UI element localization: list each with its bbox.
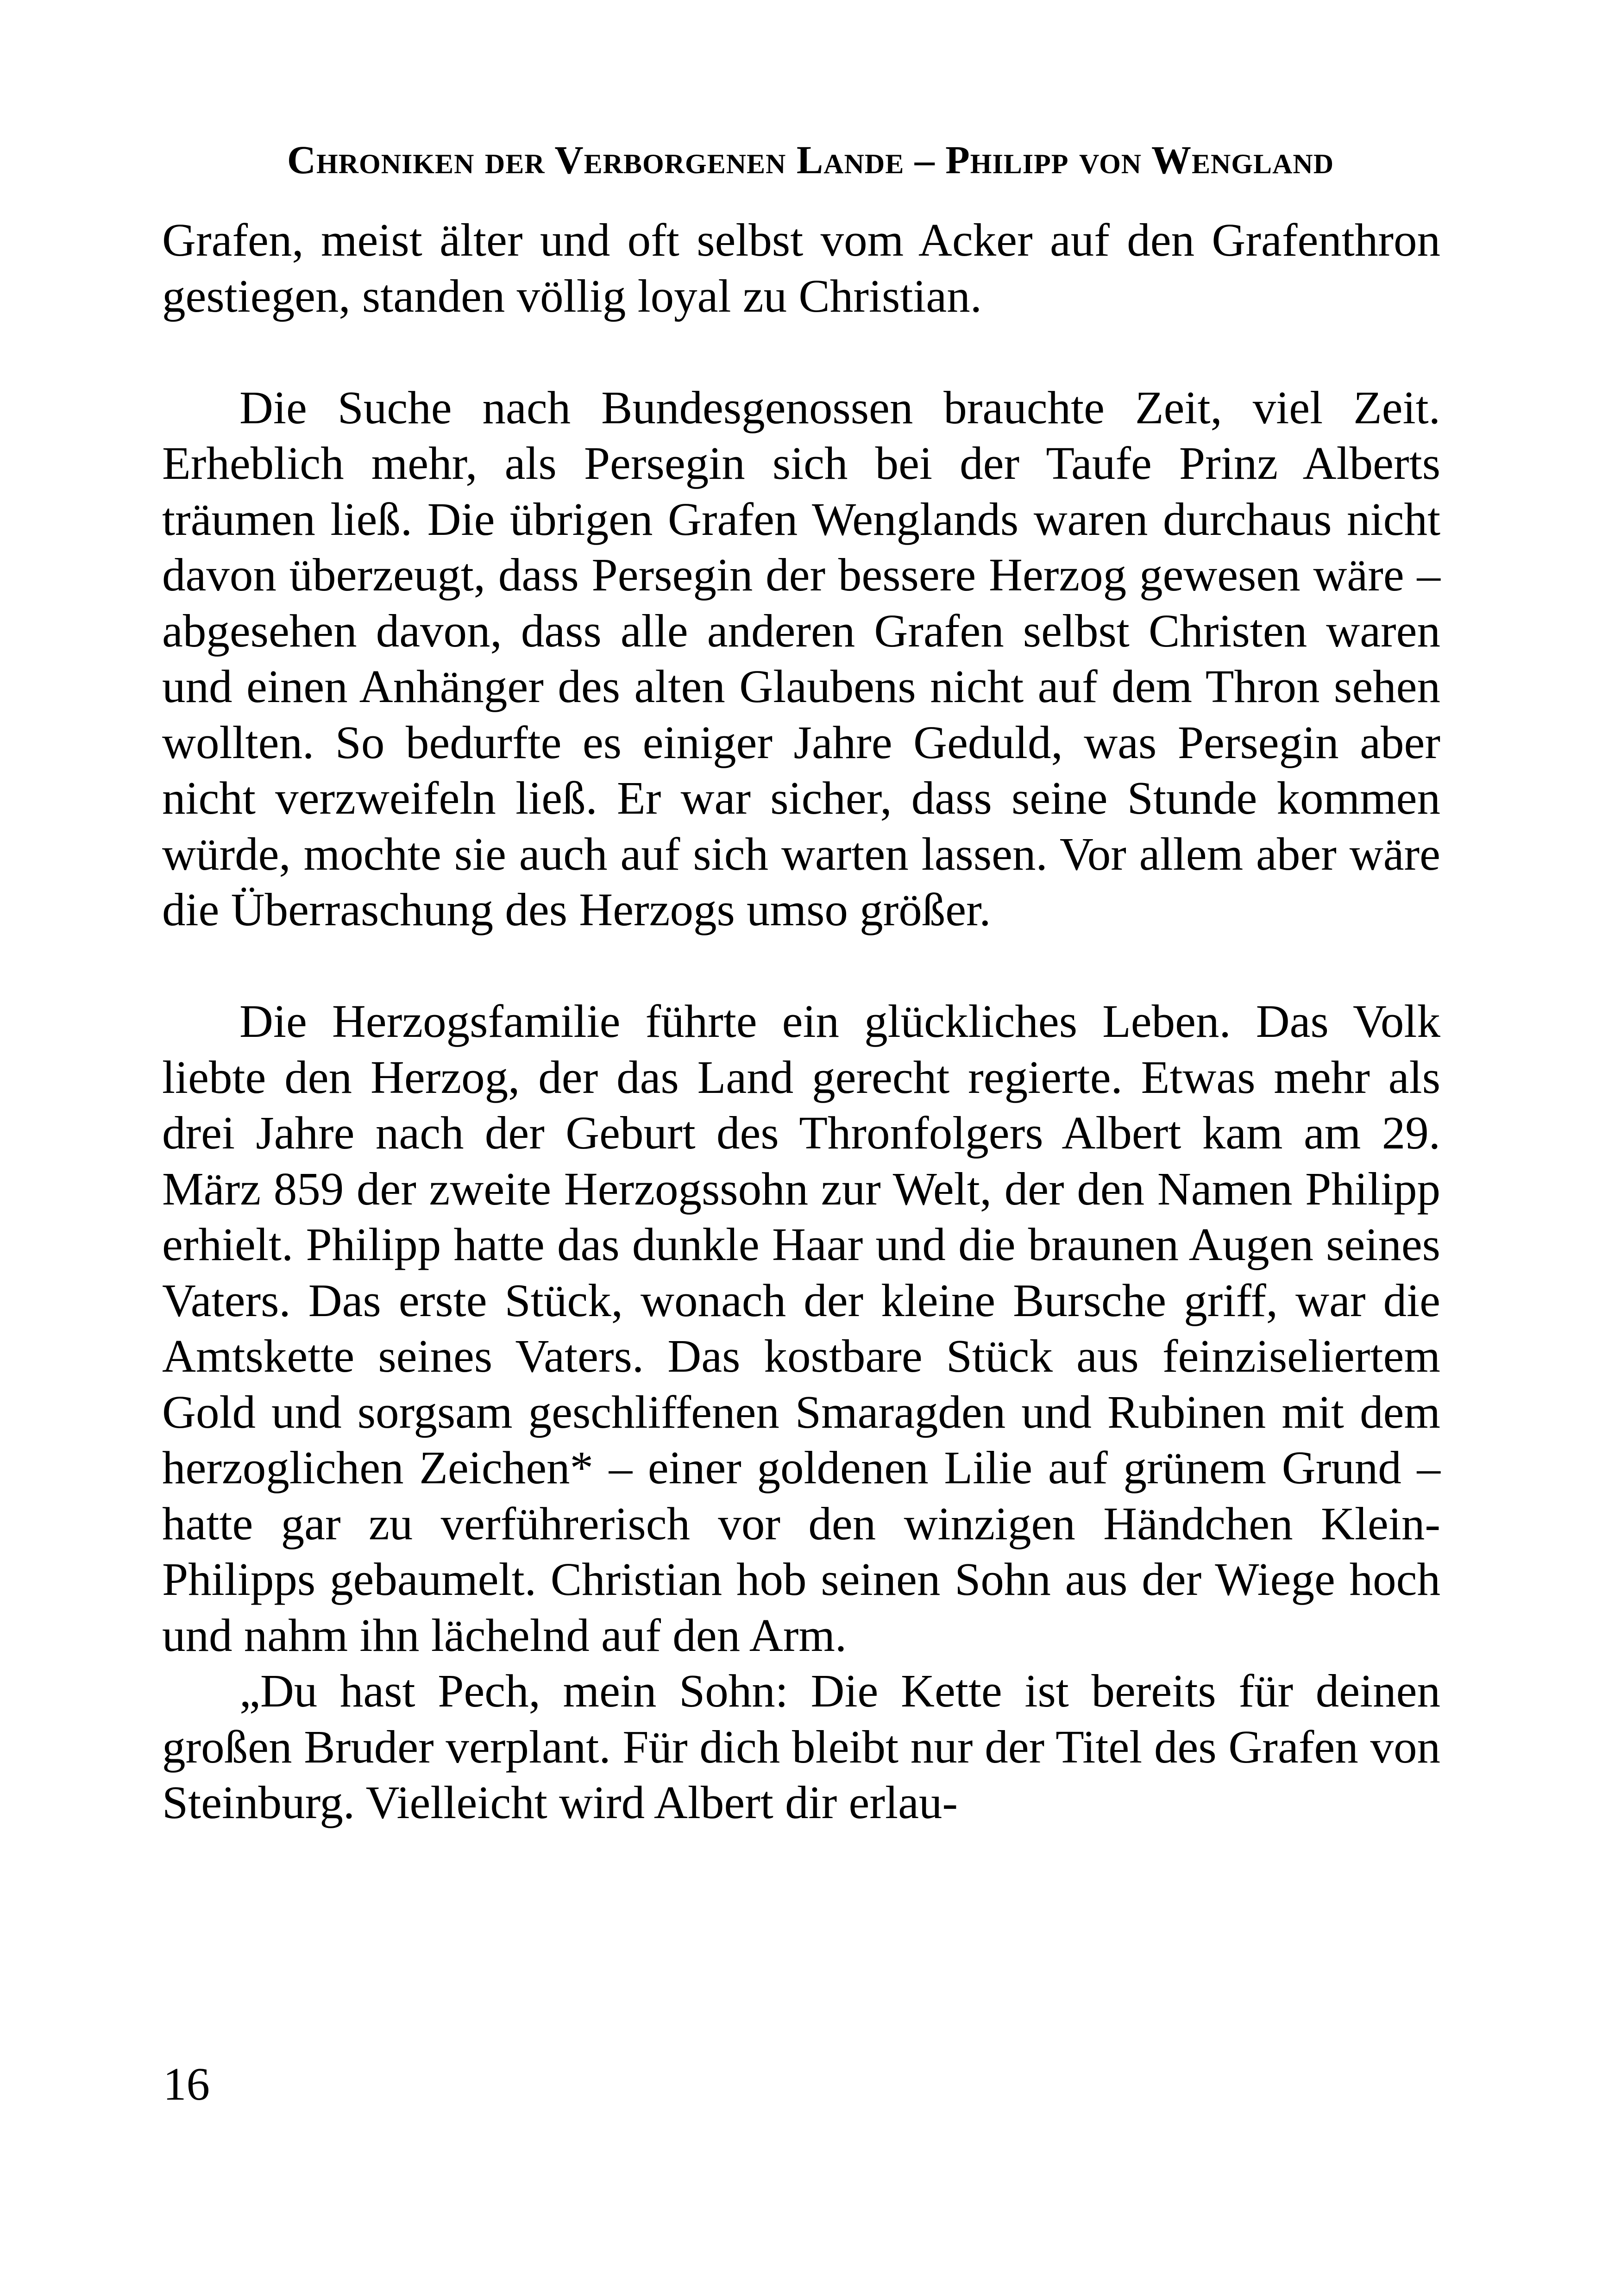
running-title: Chroniken der Verborgenen Lande – Philipp von Wengland (287, 138, 1334, 182)
paragraph-spacer (162, 938, 1440, 994)
page-number: 16 (163, 2058, 210, 2110)
paragraph-continuation: Grafen, meist älter und oft selbst vom Acker auf den Grafenthron gestiegen, standen völlig loyal zu Christian. (162, 214, 1440, 322)
paragraph-spacer (162, 324, 1440, 380)
paragraph-search-for-allies: Die Suche nach Bundesgenossen brauchte Zeit, viel Zeit. Erheblich mehr, als Persegin sich bei der Taufe Prinz Alberts träumen ließ. Die übrigen Grafen Wenglands waren durchaus nicht davon überzeugt, dass Persegin der bessere Herzog gewesen wäre – abgesehen davon, dass alle anderen Grafen selbst Christen waren und einen Anhänger des alten Glaubens nicht auf dem Thron sehen wollten. So bedurfte es einiger Jahre Geduld, was Persegin aber nicht verzweifeln ließ. Er war sicher, dass seine Stunde kommen würde, mochte sie auch auf sich warten lassen. Vor allem aber wäre die Überraschung des Herzogs umso größer. (162, 381, 1440, 935)
body-text (162, 212, 1440, 1831)
paragraph-ducal-family: Die Herzogsfamilie führte ein glückliches Leben. Das Volk liebte den Herzog, der das Land gerecht regierte. Etwas mehr als drei Jahre nach der Geburt des Thronfolgers Albert kam am 29. März 859 der zweite Herzogssohn zur Welt, der den Namen Philipp erhielt. Philipp hatte das dunkle Haar und die braunen Augen seines Vaters. Das erste Stück, wonach der kleine Bursche griff, war die Amtskette seines Vaters. Das kostbare Stück aus feinziseliertem Gold und sorgsam geschliffenen Smaragden und Rubinen mit dem herzoglichen Zeichen* – einer goldenen Lilie auf grünem Grund – hatte gar zu verführerisch vor den winzigen Händchen Klein-Philipps gebaumelt. Christian hob seinen Sohn aus der Wiege hoch und nahm ihn lächelnd auf den Arm. (162, 995, 1440, 1661)
paragraph-dialogue: „Du hast Pech, mein Sohn: Die Kette ist bereits für deinen großen Bruder verplant. Für dich bleibt nur der Titel des Grafen von Steinburg. Vielleicht wird Albert dir erlau- (162, 1665, 1440, 1828)
